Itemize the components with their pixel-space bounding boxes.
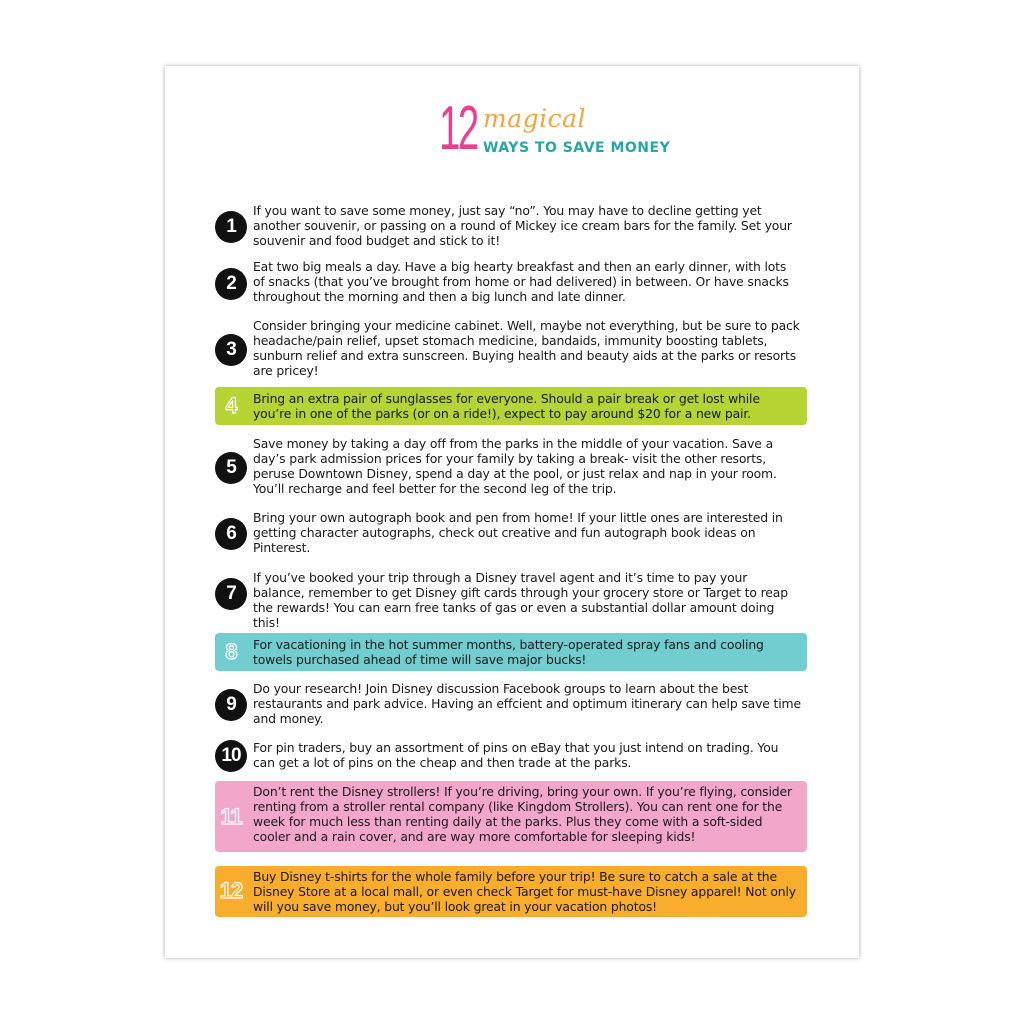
tip-item-12 (215, 866, 807, 917)
tip-text: If you’ve booked your trip through a Disney travel agent and it’s time to pay your balance, remember to get Disney gift cards through your grocery store or Target to reap the rewards! You can earn free tanks of gas or even a substantial dollar amount doing this! (253, 570, 788, 630)
tip-text: If you want to save some money, just say “no”. You may have to decline getting yet another souvenir, or passing on a round of Mickey ice cream bars for the family. Set your souvenir and food budget and stick to it! (253, 203, 792, 248)
tip-number-badge: 6 (215, 518, 247, 550)
tip-item-6 (215, 510, 807, 556)
tip-text: Bring an extra pair of sunglasses for everyone. Should a pair break or get lost while you’re in one of the parks (or on a ride!), expect to pay around $20 for a new pair. (253, 391, 760, 421)
tip-number-badge: 2 (215, 268, 247, 300)
tip-text: Consider bringing your medicine cabinet. Well, maybe not everything, but be sure to pack headache/pain relief, upset stomach medicine, bandaids, immunity boosting tablets, sunburn relief and extra sunscreen. Buying health and beauty aids at the parks or resorts are pricey! (253, 318, 800, 378)
tip-text: Buy Disney t-shirts for the whole family before your trip! Be sure to catch a sale at the Disney Store at a local mall, or even check Target for must-have Disney apparel! Not only will you save money, but you’ll look great in your vacation photos! (253, 869, 796, 914)
tip-number-badge: 7 (215, 578, 247, 610)
tip-item-5 (215, 436, 807, 498)
tip-item-7 (215, 570, 807, 630)
tip-item-1 (215, 202, 807, 250)
tip-item-10 (215, 740, 807, 774)
tip-number-badge: 9 (215, 689, 247, 721)
tip-text: For vacationing in the hot summer months, battery-operated spray fans and cooling towels purchased ahead of time will save major bucks! (253, 637, 764, 667)
title-number: 12 (439, 94, 477, 163)
tip-number-badge: 10 (215, 740, 247, 772)
tip-number-badge: 1 (215, 211, 247, 243)
tip-number-badge: 8 (225, 639, 237, 664)
tip-item-9 (215, 681, 807, 727)
tip-item-11 (215, 781, 807, 852)
printable-sheet (165, 66, 859, 958)
tip-text: Save money by taking a day off from the parks in the middle of your vacation. Save a day’s park admission prices for your family by taking a break- visit the other resorts, peruse Downtown Disney, spend a day at the pool, or just relax and nap in your room. You’ll recharge and feel better for the second leg of the trip. (253, 436, 777, 496)
tip-item-3 (215, 318, 807, 380)
tip-item-2 (215, 259, 807, 305)
tip-text: Don’t rent the Disney strollers! If you’re driving, bring your own. If you’re flying, consider renting from a stroller rental company (like Kingdom Strollers). You can rent one for the week for much less than renting daily at the parks. Plus they come with a soft-sided cooler and a rain cover, and are way more comfortable for sleeping kids! (253, 784, 792, 844)
tip-number-badge: 3 (215, 334, 247, 366)
page-title (439, 94, 671, 168)
tip-text: Eat two big meals a day. Have a big hearty breakfast and then an early dinner, with lots of snacks (that you’ve brought from home or had delivered) in between. Or have snacks throughout the morning and then a big lunch and late dinner. (253, 259, 789, 304)
tip-number-badge: 5 (215, 452, 247, 484)
tip-item-8 (215, 633, 807, 671)
tip-number-badge: 11 (220, 804, 242, 829)
tip-text: For pin traders, buy an assortment of pins on eBay that you just intend on trading. You can get a lot of pins on the cheap and then trade at the parks. (253, 740, 779, 770)
tip-text: Bring your own autograph book and pen from home! If your little ones are interested in getting character autographs, check out creative and fun autograph book ideas on Pinterest. (253, 510, 783, 555)
tip-item-4 (215, 387, 807, 425)
title-heading: WAYS TO SAVE MONEY (483, 140, 671, 156)
tip-text: Do your research! Join Disney discussion Facebook groups to learn about the best restaurants and park advice. Having an effcient and optimum itinerary can help save time and money. (253, 681, 801, 726)
tip-number-badge: 4 (225, 393, 237, 418)
title-script-word: magical (483, 104, 587, 133)
tip-number-badge: 12 (219, 878, 243, 903)
